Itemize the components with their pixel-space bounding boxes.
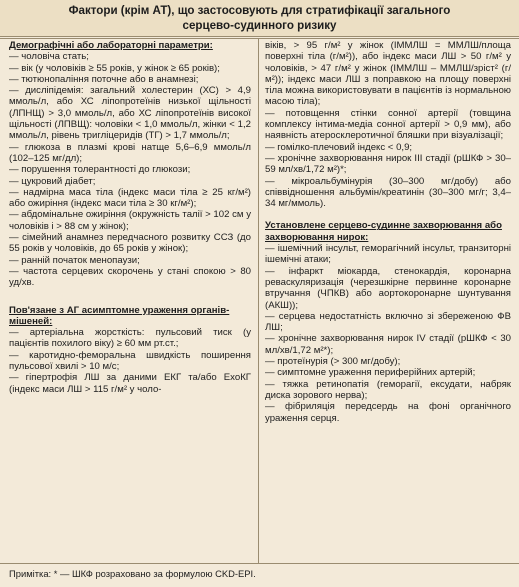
title-line-2: серцево-судинного ризику	[182, 19, 337, 32]
footnote-divider	[0, 563, 519, 564]
list-item: — ранній початок менопаузи;	[9, 254, 140, 266]
list-item: — гомілко-плечовий індекс < 0,9;	[265, 141, 413, 153]
right-column	[265, 40, 511, 424]
list-item: — глюкоза в плазмі крові натще 5,6–6,9 ммоль/л (102–125 мг/дл);	[9, 141, 251, 164]
list-item: — тяжка ретинопатія (геморагії, ексудати, набряк диска зорового нерва);	[265, 378, 511, 401]
list-item: — каротидно-феморальна швидкість поширення пульсової хвилі > 10 м/с;	[9, 349, 251, 373]
list-item: — протеїнурія (> 300 мг/добу);	[265, 356, 401, 368]
section-heading-demographic: Демографічні або лабораторні параметри:	[9, 40, 213, 51]
list-item: — симптомне ураження периферійних артерій;	[265, 367, 476, 379]
list-item: — чоловіча стать;	[9, 51, 89, 63]
list-item: — артеріальна жорсткість: пульсовий тиск (у пацієнтів похилого віку) ≥ 60 мм рт.ст.;	[9, 327, 251, 350]
list-item: — сімейний анамнез передчасного розвитку ССЗ (до 55 років у чоловіків, до 65 років у жінок);	[9, 232, 251, 255]
list-item: — частота серцевих скорочень у стані спокою > 80 уд/хв.	[9, 265, 251, 289]
left-column	[9, 40, 251, 395]
list-item: — порушення толерантності до глюкози;	[9, 164, 191, 176]
list-item: — вік (у чоловіків ≥ 55 років, у жінок ≥ 65 років);	[9, 62, 220, 74]
list-item: — хронічне захворювання нирок III стадії (рШКФ > 30–59 мл/хв/1,72 м²)*;	[265, 152, 511, 176]
column-divider	[258, 38, 259, 563]
list-item: — потовщення стінки сонної артерії (товщина комплексу інтима-медіа сонної артерії > 0,9 мм), або наявність атеросклеротичної бляшки при візуалізації;	[265, 107, 511, 142]
list-item: — надмірна маса тіла (індекс маси тіла ≥ 25 кг/м²) або ожиріння (індекс маси тіла ≥ 30 кг/м²);	[9, 186, 251, 210]
title-divider-inner	[0, 38, 519, 39]
list-item: — тютюнопаління поточне або в анамнезі;	[9, 73, 199, 85]
list-item: — гіпертрофія ЛШ за даними ЕКГ та/або ЕхоКГ (індекс маси ЛШ > 115 г/м² у чоло-	[9, 372, 251, 395]
continued-text: віків, > 95 г/м² у жінок (ІММЛШ = ММЛШ/площа поверхні тіла (г/м²)), або індекс маси ЛШ > 50 г/м² у чоловіків, > 47 г/м² у жінок (ІММЛШ – ММЛШ/зріст² (г/м²)); індекс маси ЛШ з поправкою на площу поверхні тіла можна використовувати в пацієнтів із нормальною масою тіла);	[265, 40, 511, 108]
section-heading-organ-damage: Пов'язане з АГ асимптомне ураження органів-мішеней:	[9, 304, 230, 327]
footnote: Примітка: * — ШКФ розраховано за формулою CKD-EPI.	[9, 568, 256, 579]
title-divider	[0, 36, 519, 37]
list-item: — серцева недостатність включно зі збереженою ФВ ЛШ;	[265, 310, 511, 334]
list-item: — ішемічний інсульт, геморагічний інсульт, транзиторні ішемічні атаки;	[265, 243, 511, 266]
table-title	[0, 0, 519, 36]
list-item: — цукровий діабет;	[9, 175, 96, 187]
title-line-1: Фактори (крім АТ), що застосовують для стратифікації загального	[68, 4, 451, 17]
list-item: — фібриляція передсердь на фоні органічного ураження серця.	[265, 401, 511, 424]
list-item: — абдомінальне ожиріння (окружність талії > 102 см у чоловіків і > 88 см у жінок);	[9, 209, 251, 232]
list-item: — хронічне захворювання нирок IV стадії (рШКФ < 30 мл/хв/1,72 м²*);	[265, 333, 511, 356]
list-item: — мікроальбумінурія (30–300 мг/добу) або співвідношення альбумін/креатинін (30–300 мг/г; 3,4–34 мг/ммоль).	[265, 175, 511, 210]
list-item: — дисліпідемія: загальний холестерин (ХС) > 4,9 ммоль/л, або ХС ліпопротеїнів низької щільності (ЛПНЩ) > 3,0 ммоль/л, або ХС ліпопротеїнів високої щільності (ЛПВЩ): чоловіки < 1,0 ммоль/л, жінки < 1,2 ммоль/л, рівень тригліцеридів (ТГ) > 1,7 ммоль/л;	[9, 85, 251, 142]
list-item: — інфаркт міокарда, стенокардія, коронарна реваскуляризація (черезшкірне первинне коронарне втручання (ЧПКВ) або аортокоронарне шунтування (АКШ));	[265, 265, 511, 311]
section-heading-established-disease: Установлене серцево-судинне захворювання або захворювання нирок:	[265, 220, 502, 243]
